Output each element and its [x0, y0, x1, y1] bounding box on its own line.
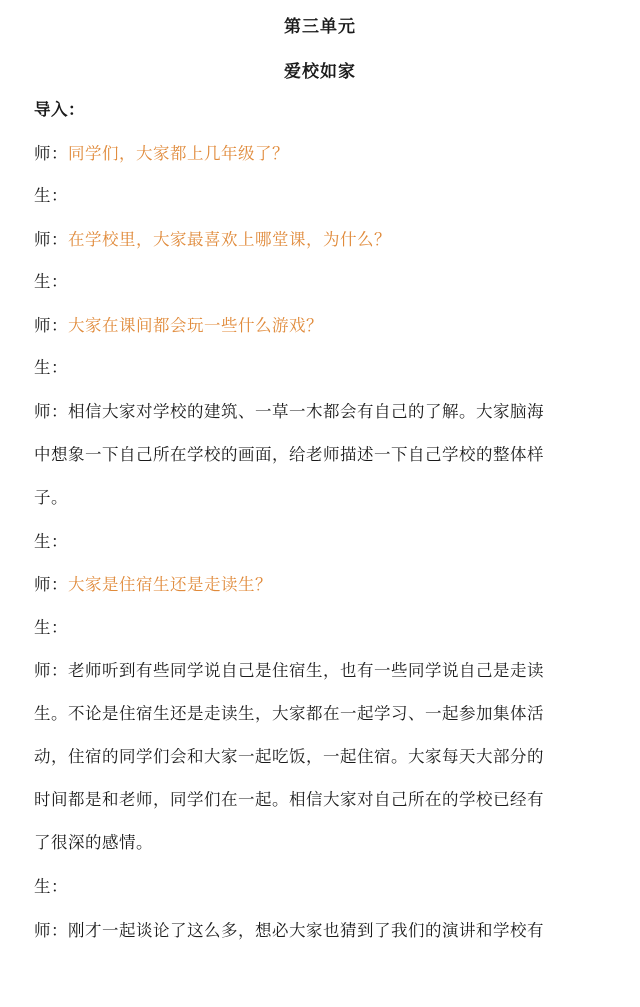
section-heading: 导入： [34, 100, 85, 119]
question-text: 在学校里，大家最喜欢上哪堂课，为什么？ [68, 230, 391, 249]
teacher-paragraph-2-line-1: 师：老师听到有些同学说自己是住宿生，也有一些同学说自己是走读 [34, 661, 544, 680]
student-response-3: 生： [34, 358, 68, 377]
teacher-question-4 [34, 574, 609, 596]
teacher-paragraph-1-line-3: 子。 [34, 488, 68, 507]
teacher-prefix: 师： [34, 230, 68, 249]
student-response-6: 生： [34, 877, 68, 896]
teacher-paragraph-2-line-4: 时间都是和老师，同学们在一起。相信大家对自己所在的学校已经有 [34, 790, 544, 809]
teacher-question-1 [34, 143, 609, 165]
teacher-prefix: 师： [34, 575, 68, 594]
student-response-5: 生： [34, 618, 68, 637]
student-response-1: 生： [34, 186, 68, 205]
teacher-question-3 [34, 315, 609, 337]
question-text: 同学们，大家都上几年级了？ [68, 144, 289, 163]
student-response-4: 生： [34, 532, 68, 551]
teacher-paragraph-3-line-1: 师：刚才一起谈论了这么多，想必大家也猜到了我们的演讲和学校有 [34, 921, 544, 940]
unit-title: 第三单元 [284, 17, 356, 37]
question-text: 大家是住宿生还是走读生？ [68, 575, 272, 594]
teacher-paragraph-1-line-2: 中想象一下自己所在学校的画面，给老师描述一下自己学校的整体样 [34, 445, 544, 464]
lesson-title: 爱校如家 [284, 62, 356, 82]
teacher-paragraph-2-line-3: 动，住宿的同学们会和大家一起吃饭，一起住宿。大家每天大部分的 [34, 747, 544, 766]
teacher-question-2 [34, 229, 609, 251]
teacher-prefix: 师： [34, 316, 68, 335]
question-text: 大家在课间都会玩一些什么游戏？ [68, 316, 323, 335]
teacher-paragraph-2-line-5: 了很深的感情。 [34, 833, 153, 852]
teacher-paragraph-1-line-1: 师：相信大家对学校的建筑、一草一木都会有自己的了解。大家脑海 [34, 402, 544, 421]
teacher-prefix: 师： [34, 144, 68, 163]
teacher-paragraph-2-line-2: 生。不论是住宿生还是走读生，大家都在一起学习、一起参加集体活 [34, 704, 544, 723]
student-response-2: 生： [34, 272, 68, 291]
